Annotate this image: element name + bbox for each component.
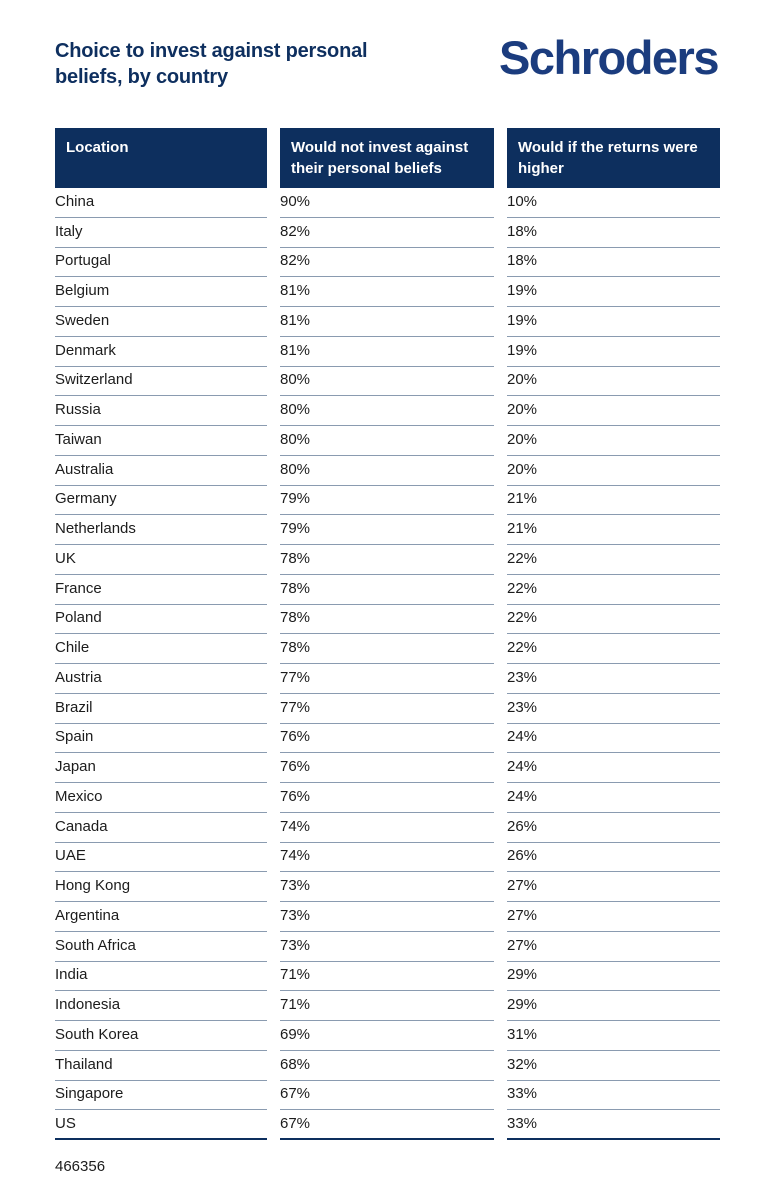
table-row — [55, 753, 720, 783]
would-if-returns-higher-cell: 29% — [507, 991, 720, 1021]
would-if-returns-higher-cell: 27% — [507, 932, 720, 962]
location-cell: Hong Kong — [55, 872, 267, 902]
location-cell: France — [55, 575, 267, 605]
would-not-invest-cell: 77% — [280, 694, 494, 724]
location-cell: Spain — [55, 724, 267, 754]
table-row — [55, 962, 720, 992]
location-cell: Singapore — [55, 1081, 267, 1111]
would-not-invest-cell: 78% — [280, 634, 494, 664]
would-if-returns-higher-cell: 32% — [507, 1051, 720, 1081]
would-not-invest-cell: 67% — [280, 1081, 494, 1111]
would-not-invest-cell: 73% — [280, 872, 494, 902]
table-row — [55, 605, 720, 635]
would-if-returns-higher-cell: 24% — [507, 753, 720, 783]
would-not-invest-cell: 67% — [280, 1110, 494, 1140]
would-if-returns-higher-cell: 27% — [507, 902, 720, 932]
would-not-invest-cell: 82% — [280, 248, 494, 278]
would-if-returns-higher-cell: 19% — [507, 277, 720, 307]
would-if-returns-higher-cell: 22% — [507, 575, 720, 605]
table-row — [55, 843, 720, 873]
location-cell: Netherlands — [55, 515, 267, 545]
would-if-returns-higher-cell: 19% — [507, 307, 720, 337]
table-row — [55, 1081, 720, 1111]
column-header-location: Location — [55, 128, 267, 188]
location-cell: China — [55, 188, 267, 218]
table-row — [55, 545, 720, 575]
table-row — [55, 694, 720, 724]
table-row — [55, 277, 720, 307]
page-title-line2: beliefs, by country — [55, 66, 228, 88]
location-cell: Brazil — [55, 694, 267, 724]
location-cell: Portugal — [55, 248, 267, 278]
table-row — [55, 991, 720, 1021]
table-row — [55, 337, 720, 367]
location-cell: India — [55, 962, 267, 992]
would-if-returns-higher-cell: 31% — [507, 1021, 720, 1051]
location-cell: UK — [55, 545, 267, 575]
table-row — [55, 188, 720, 218]
location-cell: Poland — [55, 605, 267, 635]
would-if-returns-higher-cell: 20% — [507, 396, 720, 426]
table-row — [55, 426, 720, 456]
location-cell: Austria — [55, 664, 267, 694]
location-cell: Indonesia — [55, 991, 267, 1021]
location-cell: Thailand — [55, 1051, 267, 1081]
would-not-invest-cell: 74% — [280, 813, 494, 843]
would-if-returns-higher-cell: 21% — [507, 486, 720, 516]
would-not-invest-cell: 78% — [280, 575, 494, 605]
would-not-invest-cell: 81% — [280, 307, 494, 337]
would-if-returns-higher-cell: 33% — [507, 1081, 720, 1111]
would-not-invest-cell: 80% — [280, 367, 494, 397]
would-not-invest-cell: 68% — [280, 1051, 494, 1081]
would-not-invest-cell: 80% — [280, 426, 494, 456]
would-not-invest-cell: 90% — [280, 188, 494, 218]
table-row — [55, 872, 720, 902]
would-if-returns-higher-cell: 20% — [507, 456, 720, 486]
would-if-returns-higher-cell: 23% — [507, 664, 720, 694]
location-cell: UAE — [55, 843, 267, 873]
would-not-invest-cell: 76% — [280, 724, 494, 754]
would-if-returns-higher-cell: 26% — [507, 813, 720, 843]
location-cell: South Africa — [55, 932, 267, 962]
would-not-invest-cell: 79% — [280, 515, 494, 545]
location-cell: US — [55, 1110, 267, 1140]
would-if-returns-higher-cell: 22% — [507, 605, 720, 635]
location-cell: Germany — [55, 486, 267, 516]
would-if-returns-higher-cell: 26% — [507, 843, 720, 873]
would-not-invest-cell: 81% — [280, 337, 494, 367]
would-not-invest-cell: 77% — [280, 664, 494, 694]
would-if-returns-higher-cell: 20% — [507, 426, 720, 456]
would-not-invest-cell: 76% — [280, 753, 494, 783]
location-cell: Denmark — [55, 337, 267, 367]
page-title-line1: Choice to invest against personal — [55, 40, 368, 62]
would-if-returns-higher-cell: 18% — [507, 248, 720, 278]
would-if-returns-higher-cell: 23% — [507, 694, 720, 724]
would-not-invest-cell: 73% — [280, 932, 494, 962]
table-row — [55, 367, 720, 397]
beliefs-table — [55, 128, 720, 1140]
would-if-returns-higher-cell: 24% — [507, 724, 720, 754]
table-row — [55, 456, 720, 486]
schroders-logo: Schroders — [499, 31, 718, 84]
would-not-invest-cell: 71% — [280, 962, 494, 992]
would-if-returns-higher-cell: 18% — [507, 218, 720, 248]
table-row — [55, 1110, 720, 1140]
would-not-invest-cell: 81% — [280, 277, 494, 307]
would-if-returns-higher-cell: 21% — [507, 515, 720, 545]
table-row — [55, 396, 720, 426]
table-row — [55, 1051, 720, 1081]
table-row — [55, 783, 720, 813]
table-row — [55, 932, 720, 962]
would-if-returns-higher-cell: 22% — [507, 545, 720, 575]
location-cell: South Korea — [55, 1021, 267, 1051]
would-if-returns-higher-cell: 27% — [507, 872, 720, 902]
would-not-invest-cell: 78% — [280, 605, 494, 635]
would-not-invest-cell: 73% — [280, 902, 494, 932]
would-not-invest-cell: 76% — [280, 783, 494, 813]
would-if-returns-higher-cell: 29% — [507, 962, 720, 992]
location-cell: Argentina — [55, 902, 267, 932]
column-header-would-not-invest: Would not invest against their personal beliefs — [280, 128, 494, 188]
would-if-returns-higher-cell: 10% — [507, 188, 720, 218]
table-row — [55, 307, 720, 337]
table-row — [55, 902, 720, 932]
would-if-returns-higher-cell: 22% — [507, 634, 720, 664]
table-row — [55, 515, 720, 545]
would-if-returns-higher-cell: 20% — [507, 367, 720, 397]
table-row — [55, 813, 720, 843]
would-not-invest-cell: 78% — [280, 545, 494, 575]
would-if-returns-higher-cell: 33% — [507, 1110, 720, 1140]
location-cell: Taiwan — [55, 426, 267, 456]
table-row — [55, 634, 720, 664]
table-body — [55, 188, 720, 1140]
table-row — [55, 218, 720, 248]
location-cell: Japan — [55, 753, 267, 783]
document-code: 466356 — [55, 1158, 106, 1175]
location-cell: Russia — [55, 396, 267, 426]
location-cell: Canada — [55, 813, 267, 843]
location-cell: Sweden — [55, 307, 267, 337]
column-header-would-if-returns-higher: Would if the returns were higher — [507, 128, 720, 188]
table-row — [55, 248, 720, 278]
table-row — [55, 486, 720, 516]
would-if-returns-higher-cell: 19% — [507, 337, 720, 367]
table-row — [55, 575, 720, 605]
page-title — [55, 38, 367, 90]
would-not-invest-cell: 79% — [280, 486, 494, 516]
table-row — [55, 1021, 720, 1051]
would-not-invest-cell: 82% — [280, 218, 494, 248]
would-not-invest-cell: 71% — [280, 991, 494, 1021]
location-cell: Belgium — [55, 277, 267, 307]
would-not-invest-cell: 80% — [280, 396, 494, 426]
page-header — [0, 0, 770, 90]
would-not-invest-cell: 69% — [280, 1021, 494, 1051]
would-not-invest-cell: 74% — [280, 843, 494, 873]
location-cell: Switzerland — [55, 367, 267, 397]
table-row — [55, 724, 720, 754]
location-cell: Mexico — [55, 783, 267, 813]
would-not-invest-cell: 80% — [280, 456, 494, 486]
table-row — [55, 664, 720, 694]
would-if-returns-higher-cell: 24% — [507, 783, 720, 813]
location-cell: Italy — [55, 218, 267, 248]
location-cell: Chile — [55, 634, 267, 664]
location-cell: Australia — [55, 456, 267, 486]
table-header-row — [55, 128, 720, 188]
